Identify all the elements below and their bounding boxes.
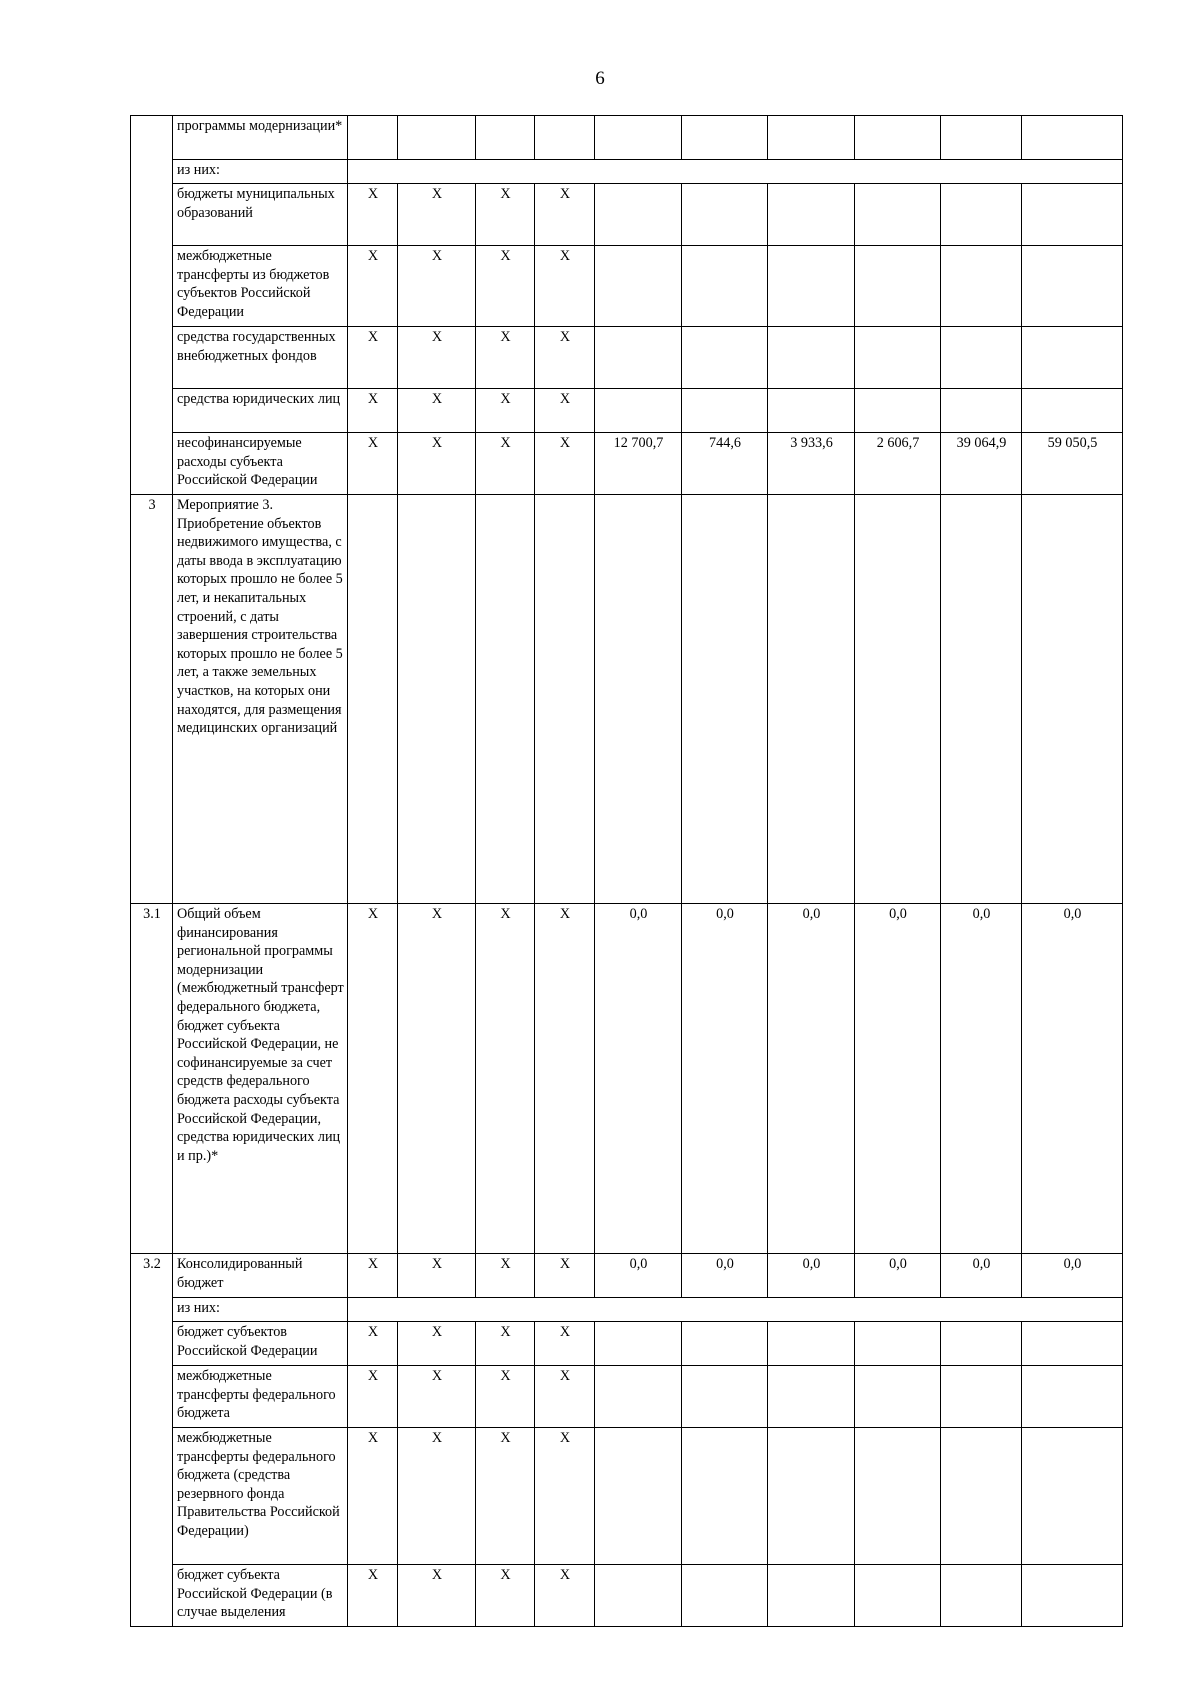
value-cell — [855, 1428, 941, 1565]
table-row — [131, 327, 1123, 389]
page-number: 6 — [595, 68, 605, 89]
value-cell — [682, 495, 768, 904]
value-cell — [768, 116, 855, 160]
row-label: несофинансируемые расходы субъекта Российской Федерации — [173, 433, 348, 495]
mark-cell: X — [348, 1322, 398, 1366]
mark-cell: X — [535, 327, 595, 389]
table-row — [131, 1366, 1123, 1428]
value-cell — [595, 495, 682, 904]
row-number-cell: 3.2 — [131, 1254, 173, 1627]
value-cell — [1022, 116, 1123, 160]
value-cell — [1022, 389, 1123, 433]
subhead-span-cell — [348, 160, 1123, 184]
mark-cell — [398, 116, 476, 160]
value-cell — [855, 1565, 941, 1627]
row-number-cell — [131, 116, 173, 495]
value-cell: 0,0 — [682, 904, 768, 1254]
value-cell — [855, 184, 941, 246]
mark-cell: X — [348, 327, 398, 389]
row-label: бюджет субъекта Российской Федерации (в случае выделения — [173, 1565, 348, 1627]
mark-cell: X — [348, 184, 398, 246]
mark-cell — [535, 116, 595, 160]
value-cell — [855, 327, 941, 389]
value-cell — [682, 1322, 768, 1366]
mark-cell: X — [476, 904, 535, 1254]
value-cell — [855, 495, 941, 904]
mark-cell: X — [476, 389, 535, 433]
mark-cell: X — [476, 1565, 535, 1627]
value-cell — [1022, 327, 1123, 389]
mark-cell: X — [348, 1254, 398, 1298]
table-row — [131, 246, 1123, 327]
mark-cell — [398, 495, 476, 904]
value-cell: 0,0 — [855, 1254, 941, 1298]
mark-cell: X — [476, 327, 535, 389]
mark-cell: X — [398, 389, 476, 433]
mark-cell: X — [398, 327, 476, 389]
value-cell: 0,0 — [768, 904, 855, 1254]
table-row — [131, 1565, 1123, 1627]
value-cell: 3 933,6 — [768, 433, 855, 495]
value-cell — [768, 495, 855, 904]
row-label: Общий объем финансирования региональной программы модернизации (межбюджетный трансферт федерального бюджета, бюджет субъекта Российской Федерации, не софинансируемые за счет средств федерального бюджета расходы субъекта Российской Федерации, средства юридических лиц и пр.)* — [173, 904, 348, 1254]
value-cell — [595, 389, 682, 433]
row-label: межбюджетные трансферты из бюджетов субъектов Российской Федерации — [173, 246, 348, 327]
value-cell — [768, 1565, 855, 1627]
table-row — [131, 1428, 1123, 1565]
value-cell: 0,0 — [855, 904, 941, 1254]
value-cell: 0,0 — [1022, 1254, 1123, 1298]
value-cell — [1022, 1322, 1123, 1366]
table-row — [131, 433, 1123, 495]
mark-cell — [348, 116, 398, 160]
row-number-cell: 3 — [131, 495, 173, 904]
mark-cell: X — [398, 1366, 476, 1428]
mark-cell: X — [476, 1428, 535, 1565]
budget-table — [130, 115, 1123, 1627]
mark-cell: X — [398, 1565, 476, 1627]
subhead-span-cell — [348, 1298, 1123, 1322]
mark-cell: X — [535, 904, 595, 1254]
mark-cell: X — [348, 1565, 398, 1627]
value-cell: 0,0 — [682, 1254, 768, 1298]
mark-cell: X — [348, 433, 398, 495]
value-cell — [941, 389, 1022, 433]
value-cell — [941, 495, 1022, 904]
value-cell — [682, 1565, 768, 1627]
value-cell — [682, 1428, 768, 1565]
value-cell — [855, 116, 941, 160]
value-cell — [595, 246, 682, 327]
value-cell — [1022, 184, 1123, 246]
value-cell — [595, 116, 682, 160]
value-cell: 0,0 — [941, 904, 1022, 1254]
value-cell — [941, 1322, 1022, 1366]
value-cell — [682, 246, 768, 327]
mark-cell: X — [535, 1565, 595, 1627]
mark-cell: X — [476, 246, 535, 327]
mark-cell: X — [535, 1366, 595, 1428]
value-cell — [682, 184, 768, 246]
value-cell — [855, 246, 941, 327]
table-row — [131, 389, 1123, 433]
value-cell: 0,0 — [768, 1254, 855, 1298]
row-label: межбюджетные трансферты федерального бюджета — [173, 1366, 348, 1428]
value-cell — [595, 184, 682, 246]
value-cell — [682, 116, 768, 160]
value-cell — [682, 1366, 768, 1428]
mark-cell: X — [348, 1428, 398, 1565]
value-cell — [595, 1322, 682, 1366]
mark-cell: X — [535, 246, 595, 327]
value-cell — [941, 116, 1022, 160]
table-row — [131, 1322, 1123, 1366]
value-cell: 744,6 — [682, 433, 768, 495]
table-row — [131, 116, 1123, 160]
value-cell — [941, 1366, 1022, 1428]
mark-cell: X — [398, 433, 476, 495]
row-label: межбюджетные трансферты федерального бюджета (средства резервного фонда Правительства Российской Федерации) — [173, 1428, 348, 1565]
value-cell — [595, 1428, 682, 1565]
value-cell — [855, 1322, 941, 1366]
row-label: средства государственных внебюджетных фондов — [173, 327, 348, 389]
row-label: Мероприятие 3. Приобретение объектов недвижимого имущества, с даты ввода в эксплуатацию которых прошло не более 5 лет, и некапитальных строений, с даты завершения строительства которых прошло не более 5 лет, а также земельных участков, на которых они находятся, для размещения медицинских организаций — [173, 495, 348, 904]
value-cell — [1022, 495, 1123, 904]
value-cell — [595, 327, 682, 389]
mark-cell: X — [398, 1254, 476, 1298]
value-cell — [682, 327, 768, 389]
mark-cell: X — [535, 389, 595, 433]
table-row — [131, 1254, 1123, 1298]
value-cell: 0,0 — [1022, 904, 1123, 1254]
value-cell — [941, 1428, 1022, 1565]
mark-cell: X — [348, 904, 398, 1254]
mark-cell: X — [535, 1428, 595, 1565]
value-cell — [855, 1366, 941, 1428]
mark-cell: X — [535, 433, 595, 495]
value-cell — [595, 1366, 682, 1428]
row-label: из них: — [173, 160, 348, 184]
mark-cell: X — [348, 246, 398, 327]
mark-cell — [476, 116, 535, 160]
row-label: программы модернизации* — [173, 116, 348, 160]
value-cell: 0,0 — [595, 904, 682, 1254]
mark-cell: X — [398, 184, 476, 246]
mark-cell: X — [348, 389, 398, 433]
row-label: средства юридических лиц — [173, 389, 348, 433]
value-cell — [941, 327, 1022, 389]
value-cell: 59 050,5 — [1022, 433, 1123, 495]
value-cell — [768, 184, 855, 246]
mark-cell: X — [398, 904, 476, 1254]
table-row-subhead — [131, 160, 1123, 184]
table-row-subhead — [131, 1298, 1123, 1322]
row-label: бюджеты муниципальных образований — [173, 184, 348, 246]
value-cell — [768, 246, 855, 327]
mark-cell — [476, 495, 535, 904]
mark-cell — [535, 495, 595, 904]
mark-cell: X — [476, 1254, 535, 1298]
value-cell: 12 700,7 — [595, 433, 682, 495]
row-label: бюджет субъектов Российской Федерации — [173, 1322, 348, 1366]
mark-cell: X — [398, 1322, 476, 1366]
mark-cell: X — [398, 1428, 476, 1565]
value-cell: 2 606,7 — [855, 433, 941, 495]
value-cell — [941, 184, 1022, 246]
value-cell: 0,0 — [941, 1254, 1022, 1298]
mark-cell: X — [476, 433, 535, 495]
value-cell — [768, 1366, 855, 1428]
value-cell — [1022, 1366, 1123, 1428]
value-cell — [595, 1565, 682, 1627]
value-cell — [1022, 1428, 1123, 1565]
value-cell — [682, 389, 768, 433]
row-label: Консолидированный бюджет — [173, 1254, 348, 1298]
value-cell: 0,0 — [595, 1254, 682, 1298]
mark-cell: X — [476, 184, 535, 246]
mark-cell: X — [535, 1322, 595, 1366]
value-cell — [941, 246, 1022, 327]
table-row-measure-3 — [131, 495, 1123, 904]
value-cell — [768, 389, 855, 433]
mark-cell: X — [398, 246, 476, 327]
mark-cell: X — [535, 184, 595, 246]
value-cell — [768, 327, 855, 389]
row-label: из них: — [173, 1298, 348, 1322]
value-cell — [1022, 246, 1123, 327]
value-cell — [855, 389, 941, 433]
value-cell — [1022, 1565, 1123, 1627]
value-cell — [941, 1565, 1022, 1627]
mark-cell: X — [348, 1366, 398, 1428]
mark-cell: X — [476, 1366, 535, 1428]
table-row — [131, 904, 1123, 1254]
row-number-cell: 3.1 — [131, 904, 173, 1254]
mark-cell: X — [476, 1322, 535, 1366]
value-cell: 39 064,9 — [941, 433, 1022, 495]
value-cell — [768, 1322, 855, 1366]
mark-cell: X — [535, 1254, 595, 1298]
table-row — [131, 184, 1123, 246]
mark-cell — [348, 495, 398, 904]
value-cell — [768, 1428, 855, 1565]
